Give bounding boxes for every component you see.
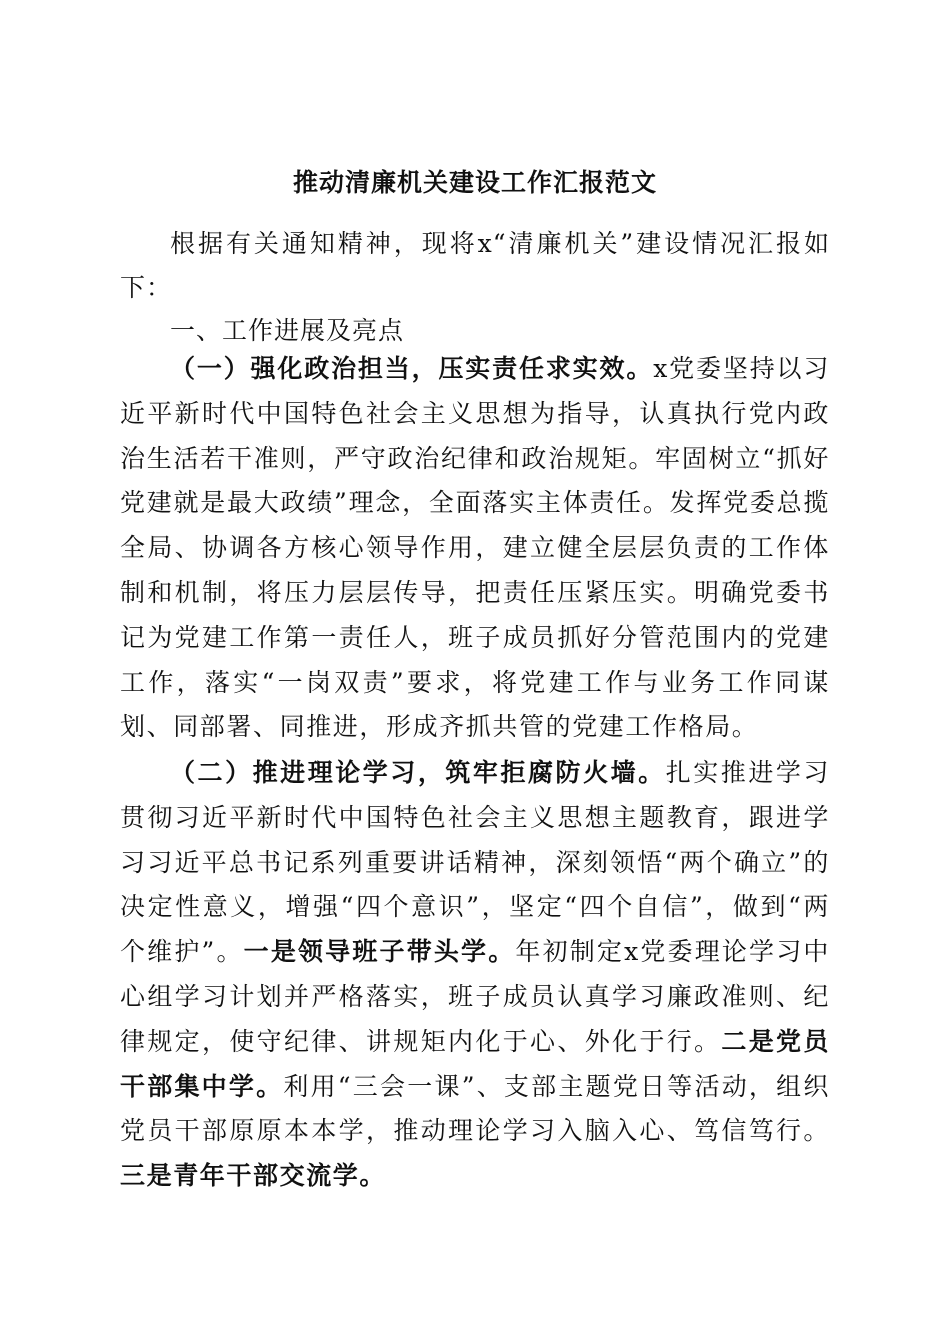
section-heading: 一、工作进展及亮点 [170,316,405,345]
paragraph-body: x党委坚持以习近平新时代中国特色社会主义思想为指导，认真执行党内政治生活若干准则，严守政治纪律和政治规矩。牢固树立“抓好党建就是最大政绩”理念，全面落实主体责任。发挥党委总揽全局、协调各方核心领导作用，建立健全层层负责的工作体制和机制，将压力层层传导，把责任压紧压实。明确党委书记为党建工作第一责任人，班子成员抓好分管范围内的党建工作，落实“一岗双责”要求，将党建工作与业务工作同谋划、同部署、同推进，形成齐抓共管的党建工作格局。 [120,354,830,742]
point-leadership-study: 一是领导班子带头学。 [243,937,516,967]
paragraph-lead: （二）推进理论学习，筑牢拒腐防火墙。 [170,758,666,787]
point-youth-study: 三是青年干部交流学。 [120,1161,387,1191]
paragraph-theory-study [120,751,830,1199]
paragraph-body: 年初制定x党委理论学习中心组学习计划并严格落实，班子成员认真学习廉政准则、纪律规定，使守纪律、讲规矩内化于心、外化于行。 [120,937,830,1056]
point-cadre-study: 二是党员干部集中学。 [120,1026,830,1101]
paragraph-responsibility [120,347,830,750]
intro-paragraph: 根据有关通知精神，现将x“清廉机关”建设情况汇报如下： [120,229,830,302]
paragraph-lead: （一）强化政治担当，压实责任求实效。 [170,354,654,383]
paragraph-body: 利用“三会一课”、支部主题党日等活动，组织党员干部原原本本学，推动理论学习入脑入心、笃信笃行。 [120,1071,830,1146]
document-title: 推动清廉机关建设工作汇报范文 [292,168,657,197]
paragraph-body: 扎实推进学习贯彻习近平新时代中国特色社会主义思想主题教育，跟进学习习近平总书记系列重要讲话精神，深刻领悟“两个确立”的决定性意义，增强“四个意识”，坚定“四个自信”，做到“两个维护”。 [120,758,830,967]
